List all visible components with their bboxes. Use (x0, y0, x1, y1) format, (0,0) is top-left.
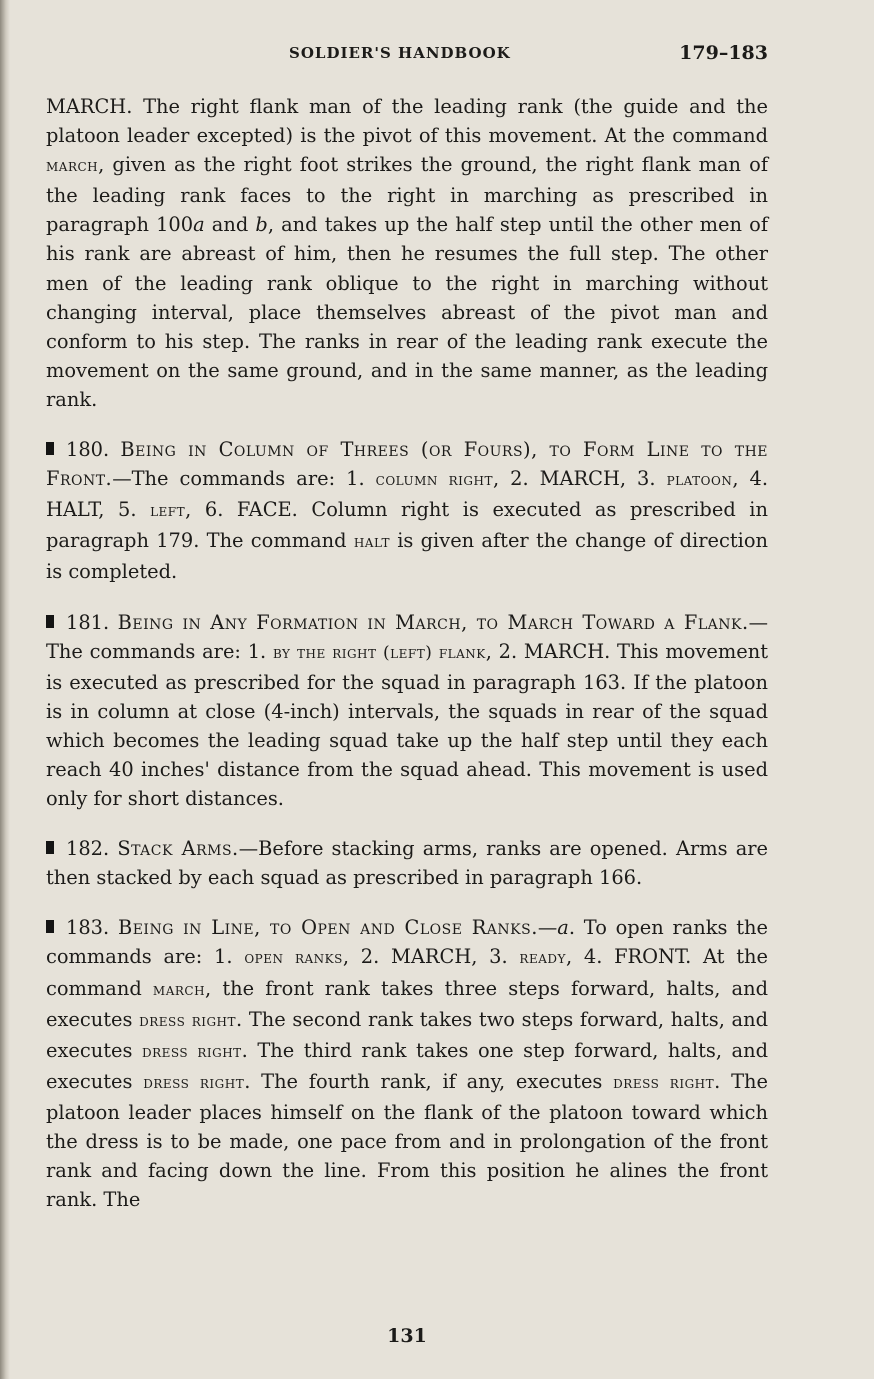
paragraph-180 (46, 435, 768, 586)
command-term: halt (353, 532, 390, 553)
text: and (204, 213, 256, 237)
text: , 2. MARCH, 3. (492, 467, 667, 491)
paragraph-heading: Stack Arms. (117, 837, 239, 861)
paragraph-heading: Being in Line, to Open and Close Ranks. (117, 916, 538, 940)
command-term: dress right (139, 1010, 237, 1031)
text: , the front rank takes three steps forward, halts, and executes (46, 976, 768, 1031)
paragraph-number: 182. (66, 837, 118, 861)
paragraph-range: 179–183 (679, 42, 768, 64)
page-number: 131 (387, 1325, 427, 1347)
command-term: column right (375, 470, 493, 491)
section-marker-icon (46, 841, 54, 854)
text: —The commands are: 1. (112, 467, 376, 491)
paragraph-heading: Being in Any Formation in March, to March Toward a Flank. (117, 610, 749, 634)
text: — (537, 916, 558, 940)
subparagraph-ref: a (557, 916, 569, 940)
text: . To open ranks the commands are: 1. (46, 916, 768, 969)
paragraph-179-continuation (46, 92, 768, 414)
text: . The platoon leader places himself on the flank of the platoon toward which the dress is to be made, one pace from and in prolongation of the front rank and facing down the line. From this position he alines the front rank. The (46, 1069, 768, 1212)
text: , given as the right foot strikes the ground, the right flank man of the leading rank faces to the right in marching as prescribed in paragraph 100 (46, 153, 768, 237)
paragraph-number: 181. (66, 610, 118, 634)
text: . The third rank takes one step forward, halts, and executes (46, 1038, 768, 1093)
text: , 4. HALT, 5. (46, 467, 769, 522)
text: MARCH. The right flank man of the leading rank (the guide and the platoon leader excepted) is the pivot of this movement. At the command (46, 95, 768, 148)
command-term: dress right (143, 1072, 245, 1093)
paragraph-182 (46, 834, 768, 892)
paragraph-heading: Being in Column of Threes (or Fours), to Form Line to the Front. (46, 438, 768, 491)
command-term: ready (519, 948, 566, 969)
text: . The fourth rank, if any, executes (244, 1069, 614, 1093)
text: , and takes up the half step until the other men of his rank are abreast of him, then he resumes the full step. The other men of the leading rank oblique to the right in marching without changing interval, place themselves abreast of the pivot man and conform to his step. The ranks in rear of the leading rank execute the movement on the same ground, and in the same manner, as the leading rank. (46, 213, 768, 411)
command-term: left (150, 501, 186, 522)
text: —Before stacking arms, ranks are opened. Arms are then stacked by each squad as prescribed in paragraph 166. (46, 837, 769, 890)
section-marker-icon (46, 920, 54, 933)
page-edge (0, 0, 10, 1379)
subparagraph-ref: b (255, 213, 268, 237)
text: , 2. MARCH. This movement is executed as prescribed for the squad in paragraph 163. If the platoon is in column at close (4-inch) intervals, the squads in rear of the squad which becomes the leading squad take up the half step until they each reach 40 inches' distance from the squad ahead. This movement is used only for short distances. (46, 639, 768, 811)
command-term: by the right (left) flank (272, 642, 486, 663)
subparagraph-ref: a (193, 213, 205, 237)
paragraph-181 (46, 608, 768, 814)
command-term: dress right (141, 1041, 242, 1062)
page-body (46, 92, 768, 1214)
running-head: SOLDIER'S HANDBOOK (289, 44, 511, 62)
page-header (46, 42, 768, 70)
section-marker-icon (46, 442, 54, 455)
command-term: march (46, 156, 99, 177)
section-marker-icon (46, 615, 54, 628)
text: . The second rank takes two steps forward, halts, and executes (46, 1007, 768, 1062)
command-term: open ranks (244, 948, 343, 969)
command-term: dress right (613, 1072, 715, 1093)
text: is given after the change of direction is completed. (46, 529, 768, 584)
command-term: march (152, 979, 206, 1000)
paragraph-number: 180. (66, 438, 121, 462)
text: , 2. MARCH, 3. (342, 945, 520, 969)
paragraph-number: 183. (66, 916, 118, 940)
text: —The commands are: 1. (46, 610, 769, 663)
command-term: platoon (666, 470, 733, 491)
text: , 6. FACE. Column right is executed as prescribed in paragraph 179. The command (46, 498, 768, 553)
paragraph-183 (46, 913, 768, 1214)
text: , 4. FRONT. At the command (46, 945, 768, 1000)
